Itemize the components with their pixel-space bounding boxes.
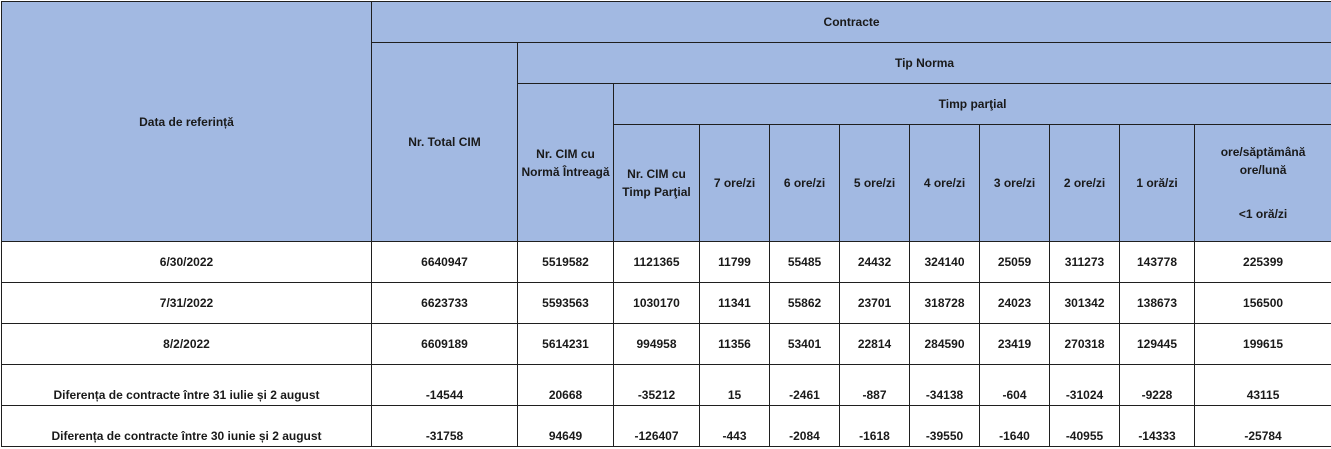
header-7-ore: 7 ore/zi xyxy=(700,125,770,242)
header-timp-partial: Timp parţial xyxy=(614,84,1331,125)
table-cell: -39550 xyxy=(910,406,980,447)
table-cell: 318728 xyxy=(910,283,980,324)
table-cell: 5593563 xyxy=(518,283,614,324)
table-cell: 55485 xyxy=(770,242,840,283)
table-cell: 270318 xyxy=(1050,324,1120,365)
table-cell: 11356 xyxy=(700,324,770,365)
header-3-ore: 3 ore/zi xyxy=(980,125,1050,242)
table-cell: 225399 xyxy=(1195,242,1331,283)
header-4-ore: 4 ore/zi xyxy=(910,125,980,242)
header-ore-saptamana-luna xyxy=(1195,125,1331,242)
table-cell: 199615 xyxy=(1195,324,1331,365)
header-6-ore: 6 ore/zi xyxy=(770,125,840,242)
table-row xyxy=(2,406,1331,447)
table-cell: Diferența de contracte între 31 iulie și 2 august xyxy=(2,365,372,406)
table-cell: -31024 xyxy=(1050,365,1120,406)
table-cell: 6640947 xyxy=(372,242,518,283)
table-cell: -887 xyxy=(840,365,910,406)
table-cell: 156500 xyxy=(1195,283,1331,324)
header-5-ore: 5 ore/zi xyxy=(840,125,910,242)
table-cell: -443 xyxy=(700,406,770,447)
table-cell: 5614231 xyxy=(518,324,614,365)
table-cell: -40955 xyxy=(1050,406,1120,447)
table-cell: 994958 xyxy=(614,324,700,365)
table-cell: 94649 xyxy=(518,406,614,447)
table-cell: 5519582 xyxy=(518,242,614,283)
table-row xyxy=(2,324,1331,365)
table-cell: 1030170 xyxy=(614,283,700,324)
table-cell: -2084 xyxy=(770,406,840,447)
table-cell: 25059 xyxy=(980,242,1050,283)
table-cell: 6/30/2022 xyxy=(2,242,372,283)
header-sub-1-ora: <1 oră/zi xyxy=(1238,207,1288,221)
header-contracte: Contracte xyxy=(372,2,1331,43)
table-cell: -34138 xyxy=(910,365,980,406)
table-cell: 15 xyxy=(700,365,770,406)
table-cell: -25784 xyxy=(1195,406,1331,447)
table-cell: 6609189 xyxy=(372,324,518,365)
table-cell: -1618 xyxy=(840,406,910,447)
table-cell: -2461 xyxy=(770,365,840,406)
header-nr-cim-timp-partial: Nr. CIM cu Timp Parţial xyxy=(614,125,700,242)
header-nr-total-cim: Nr. Total CIM xyxy=(372,43,518,242)
table-row xyxy=(2,283,1331,324)
table-cell: -14544 xyxy=(372,365,518,406)
table-body xyxy=(2,242,1331,447)
header-1-ora: 1 oră/zi xyxy=(1120,125,1195,242)
table-cell: 324140 xyxy=(910,242,980,283)
table-cell: -126407 xyxy=(614,406,700,447)
table-cell: 11799 xyxy=(700,242,770,283)
table-cell: -604 xyxy=(980,365,1050,406)
header-data-ref: Data de referință xyxy=(2,2,372,242)
table-row xyxy=(2,242,1331,283)
table-cell: -1640 xyxy=(980,406,1050,447)
table-cell: 301342 xyxy=(1050,283,1120,324)
table-cell: 24432 xyxy=(840,242,910,283)
table-cell: 55862 xyxy=(770,283,840,324)
header-2-ore: 2 ore/zi xyxy=(1050,125,1120,242)
table-cell: 23419 xyxy=(980,324,1050,365)
table-cell: 143778 xyxy=(1120,242,1195,283)
header-ore-luna: ore/lună xyxy=(1239,163,1287,177)
contracts-table xyxy=(1,1,1331,447)
table-cell: -9228 xyxy=(1120,365,1195,406)
table-cell: 7/31/2022 xyxy=(2,283,372,324)
table-cell: 8/2/2022 xyxy=(2,324,372,365)
table-cell: 1121365 xyxy=(614,242,700,283)
table-cell: 284590 xyxy=(910,324,980,365)
table-cell: 22814 xyxy=(840,324,910,365)
table-cell: 129445 xyxy=(1120,324,1195,365)
table-row xyxy=(2,365,1331,406)
header-ore-saptamana: ore/săptămână xyxy=(1220,145,1306,159)
table-cell: 24023 xyxy=(980,283,1050,324)
table-cell: -35212 xyxy=(614,365,700,406)
header-tip-norma: Tip Norma xyxy=(518,43,1331,84)
table-cell: Diferența de contracte între 30 iunie și 2 august xyxy=(2,406,372,447)
table-cell: 43115 xyxy=(1195,365,1331,406)
table-cell: 138673 xyxy=(1120,283,1195,324)
table-cell: -31758 xyxy=(372,406,518,447)
table-cell: 311273 xyxy=(1050,242,1120,283)
table-cell: 11341 xyxy=(700,283,770,324)
table-cell: 53401 xyxy=(770,324,840,365)
table-cell: -14333 xyxy=(1120,406,1195,447)
header-nr-cim-norma-intreaga: Nr. CIM cu Normă Întreagă xyxy=(518,84,614,242)
table-cell: 6623733 xyxy=(372,283,518,324)
table-cell: 20668 xyxy=(518,365,614,406)
table-cell: 23701 xyxy=(840,283,910,324)
